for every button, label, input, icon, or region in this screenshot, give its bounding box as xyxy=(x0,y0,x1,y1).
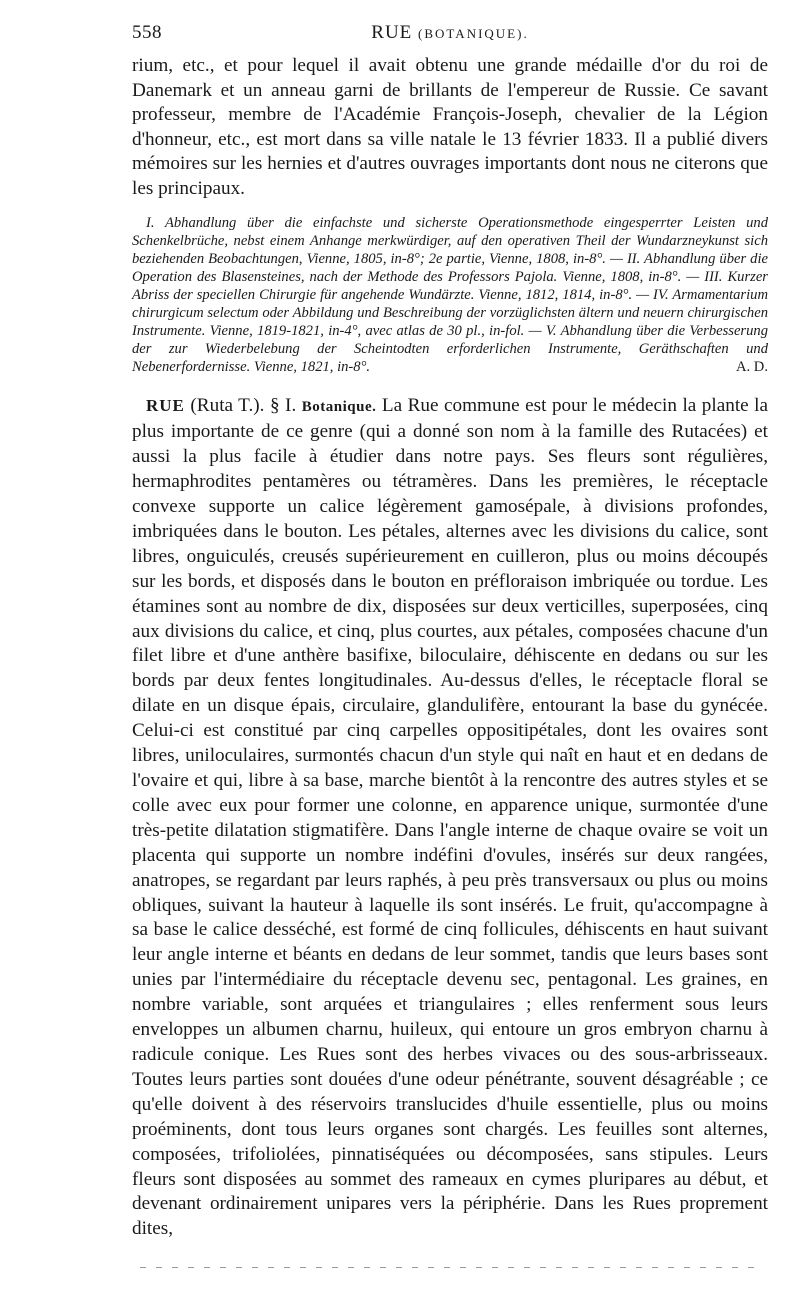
article-genus: (Ruta T.). xyxy=(190,395,265,417)
article-headword: RUE xyxy=(146,396,185,416)
article-body: La Rue commune est pour le médecin la plante la plus importante de ce genre (qui a donné son nom à la famille des Rutacées) et aussi la plus facile à étudier dans notre pays. Ses fleurs sont régulières, hermaphrodites pentamères ou tétramères. Dans les premières, le réceptacle convexe supporte un calice légèrement gamosépale, à divisions profondes, imbriquées dans le bouton. Les pétales, alternes avec les divisions du calice, sont libres, onguiculés, creusés supérieurement en cuilleron, plus ou moins découpés sur les bords, et disposés dans le bouton en préfloraison imbriquée ou tordue. Les étamines sont au nombre de dix, disposées sur deux verticilles, superposées, cinq aux divisions du calice, et cinq, plus courtes, aux pétales, composées chacune d'un filet libre et d'une anthère basifixe, biloculaire, déhiscente en dedans ou sur les bords par deux fentes longitudinales. Au-dessus d'elles, le réceptacle floral se dilate en un disque épais, circulaire, glandulifère, entourant la base du gynécée. Celui-ci est constitué par cinq carpelles oppositipétales, dont les ovaires sont libres, uniloculaires, surmontés chacun d'un style qui naît en haut et en dedans de l'ovaire et qui, libre à sa base, marche bientôt à la rencontre des autres styles et se colle avec eux pour former une colonne, en apparence unique, surmontée d'une très-petite dilatation stigmatifère. Dans l'angle interne de chaque ovaire se voit un placenta qui supporte un nombre indéfini d'ovules, insérés sur deux rangées, anatropes, se regardant par leurs raphés, à peu près transversaux ou plus ou moins obliques, suivant la hauteur à laquelle ils sont insérés. Le fruit, qu'accompagne à sa base le calice desséché, est formé de cinq follicules, déhiscents en haut suivant leur angle interne et béants en dedans de leur sommet, tandis que leurs bases sont unies par l'intermédiaire du réceptacle devenu sec, pentagonal. Les graines, en nombre variable, sont arquées et triangulaires ; elles renferment sous leurs enveloppes un albumen charnu, huileux, qui entoure un gros embryon charnu à radicule conique. Les Rues sont des herbes vivaces ou des sous-arbrisseaux. Toutes leurs parties sont douées d'une odeur pénétrante, souvent désagréable ; ce qu'elle doivent à des réservoirs translucides d'huile essentielle, plus ou moins proéminents, dont tous leurs organes sont chargés. Les feuilles sont alternes, composées, trifoliolées, pinnatiséquées ou décomposées, sans stipules. Leurs fleurs sont disposées au sommet des rameaux en cymes pluripares au début, et devenant ordinairement unipares vers la périphérie. Dans les Rues proprement dites, xyxy=(132,395,769,1240)
page xyxy=(132,22,768,1242)
section-mark: § I. xyxy=(269,395,297,417)
bibliography-paragraph xyxy=(132,214,768,377)
bibliography-block xyxy=(132,214,768,377)
footer-rule xyxy=(140,1266,760,1269)
page-number: 558 xyxy=(132,22,162,43)
running-header xyxy=(132,22,768,52)
author-signature: A. D. xyxy=(735,359,768,376)
running-title-sub: (BOTANIQUE). xyxy=(418,26,529,41)
article-rue xyxy=(132,394,768,1242)
intro-text: rium, etc., et pour lequel il avait obtenu une grande médaille d'or du roi de Danemark et un anneau garni de brillants de l'empereur de Russie. Ce savant professeur, membre de l'Académie François-Joseph, chevalier de la Légion d'honneur, etc., est mort dans sa ville natale le 13 février 1833. Il a publié divers mémoires sur les hernies et d'autres ouvrages importants dont nous ne citerons que les principaux. xyxy=(132,55,768,199)
bibliography-text: I. Abhandlung über die einfachste und sicherste Operationsmethode eingesperrter Leisten und Schenkelbrüche, nebst einem Anhange merkwürdiger, auf den operativen Theil der Wundarzneykunst sich beziehenden Beobachtungen, Vienne, 1805, in-8°; 2e partie, Vienne, 1808, in-8°. — II. Abhandlung über die Operation des Blasensteines, nach der Methode des Professors Pajola. Vienne, 1808, in-8°. — III. Kurzer Abriss der speciellen Chirurgie für angehende Wundärzte. Vienne, 1812, 1814, in-8°. — IV. Armamentarium chirurgicum selectum oder Abbildung und Beschreibung der vorzüglichsten ältern und neuern chirurgischen Instrumente. Vienne, 1819-1821, in-4°, avec atlas de 30 pl., in-fol. — V. Abhandlung über die Verbesserung der zur Wiederbelebung der Scheintodten erforderlichen Instrumente, Geräthschaften und Nebenerfordernisse. Vienne, 1821, in-8°. xyxy=(132,214,768,376)
section-title: Botanique. xyxy=(301,399,377,416)
intro-paragraph xyxy=(132,54,768,202)
running-title xyxy=(132,22,768,44)
running-title-main: RUE xyxy=(371,22,413,43)
article-paragraph xyxy=(132,394,768,1242)
